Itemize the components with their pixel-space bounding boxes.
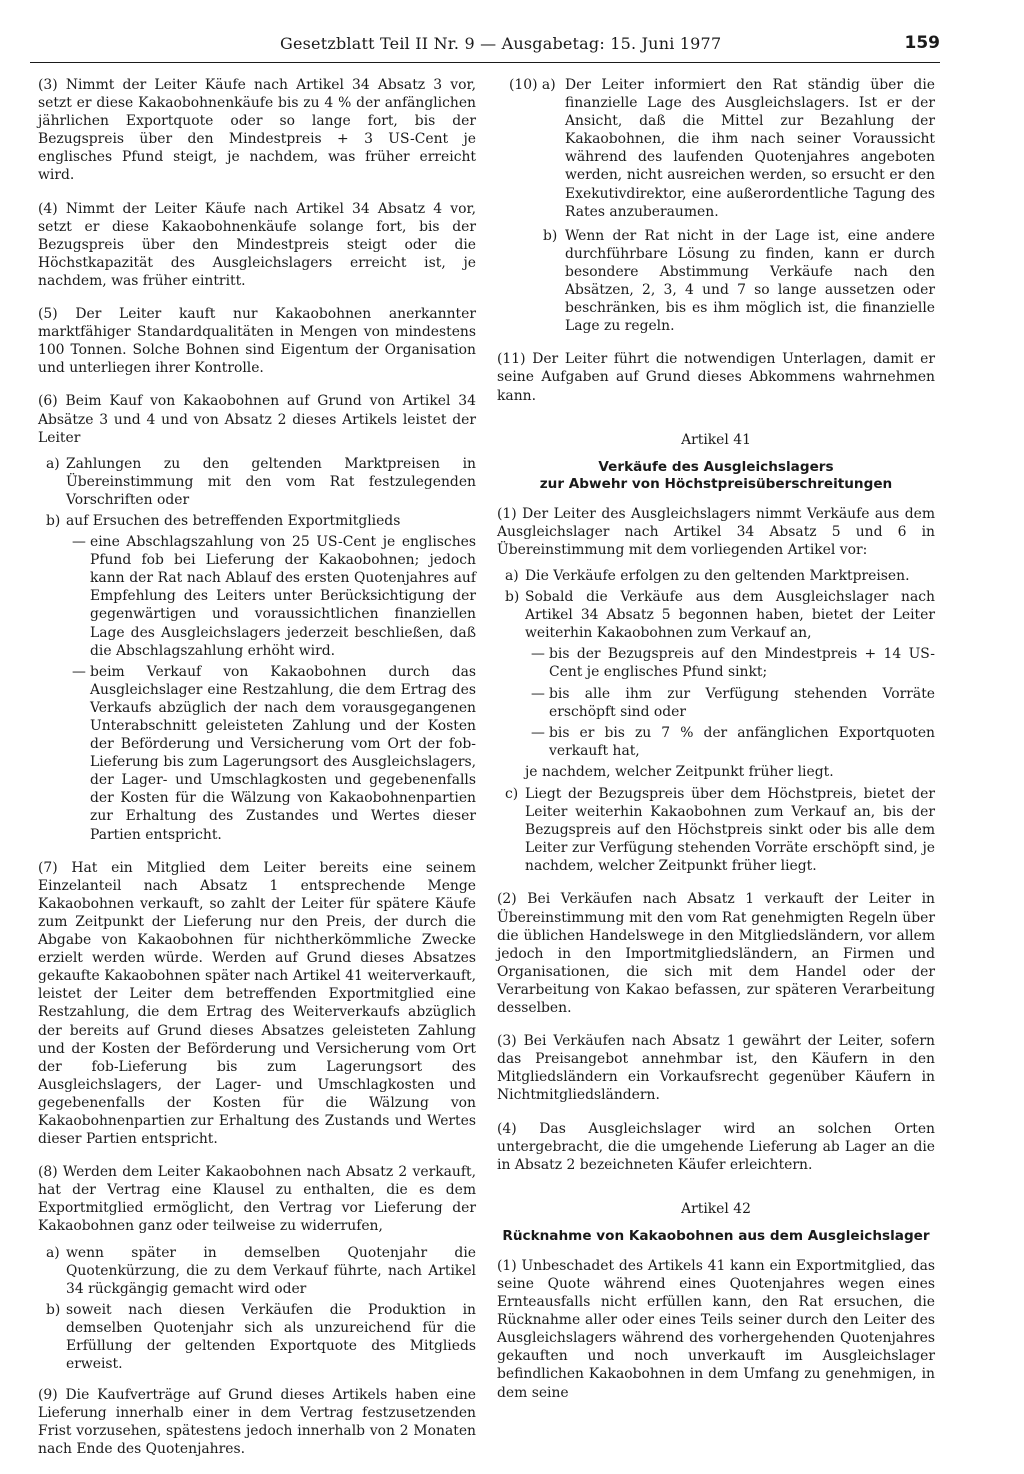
dash-text: bis er bis zu 7 % der anfänglichen Exportquoten verkauft hat, xyxy=(549,724,935,759)
dash-symbol: — xyxy=(531,646,545,663)
list-text: Zahlungen zu den geltenden Marktpreisen in Übereinstimmung mit den vom Rat festzulegenden Vorschriften oder xyxy=(66,455,476,508)
dash-item xyxy=(38,533,476,660)
list-label: b) xyxy=(46,512,61,529)
list-label: a) xyxy=(46,1244,60,1261)
article-41-title-line-2: zur Abwehr von Höchstpreisüberschreitungen xyxy=(539,475,893,492)
list-label: c) xyxy=(505,786,519,802)
dash-item xyxy=(38,663,476,844)
list-label: (10) a) xyxy=(509,77,556,93)
left-column xyxy=(38,76,476,1474)
article-42-paragraph-1: (1) Unbeschadet des Artikels 41 kann ein Exportmitglied, das seine Quote während eines Quotenjahres wegen eines Ernteausfalls nicht erfüllen kann, den Rat ersuchen, die Rücknahme aller oder eines Teils seiner durch den Leiter des Ausgleichslagers während des vorhergehenden Quotenjahres gekauften und noch unverkauft im Ausgleichslager befindlichen Kakaobohnen in dem Umfang zu genehmigen, in dem seine xyxy=(497,1257,935,1401)
article-42-title: Rücknahme von Kakaobohnen aus dem Ausgleichslager xyxy=(502,1227,930,1244)
dash-item xyxy=(497,724,935,760)
paragraph-3: (3) Nimmt der Leiter Käufe nach Artikel 34 Absatz 3 vor, setzt er diese Kakaobohnenkäufe bis zu 4 % der anfänglichen jährlichen Exportquote oder so lange fort, bis der Bezugspreis über den Mindestpreis + 3 US-Cent je englisches Pfund steigt, je nachdem, was früher erreicht wird. xyxy=(38,77,476,184)
header-rule xyxy=(30,62,940,63)
list-item xyxy=(38,512,476,530)
list-item xyxy=(497,785,935,875)
dash-symbol: — xyxy=(72,663,86,680)
dash-text: beim Verkauf von Kakaobohnen durch das Ausgleichslager eine Restzahlung, die dem Ertrag des Verkaufs abzüglich der nach dem vorausgegangenen Unterabschnitt geleisteten Zahlung und der Kosten der Beförderung und Versicherung vom Ort der fob-Lieferung bis zum Lagerungsort des Ausgleichslagers, der Lager- und Umschlagkosten und gegebenenfalls der Kosten für die Wälzung von Kakaobohnenpartien zur Erhaltung des Zustandes und Wertes dieser Partien entspricht. xyxy=(90,663,476,843)
list-label: a) xyxy=(505,567,519,584)
header-title: Gesetzblatt Teil II Nr. 9 — Ausgabetag: 15. Juni 1977 xyxy=(280,34,722,53)
article-41-paragraph-1: (1) Der Leiter des Ausgleichslagers nimmt Verkäufe aus dem Ausgleichslager nach Artikel 34 Absatz 5 und 6 in Übereinstimmung mit dem vorliegenden Artikel vor: xyxy=(497,505,935,558)
list-continuation: je nachdem, welcher Zeitpunkt früher liegt. xyxy=(525,763,834,780)
list-item xyxy=(497,588,935,642)
list-item xyxy=(497,76,935,221)
page-header xyxy=(280,34,940,60)
list-text: wenn später in demselben Quotenjahr die Quotenkürzung, die zu dem Verkauf führte, nach Artikel 34 rückgängig gemacht wird oder xyxy=(66,1244,476,1297)
right-column xyxy=(497,76,935,1417)
list-text: auf Ersuchen des betreffenden Exportmitglieds xyxy=(66,512,401,529)
list-label: b) xyxy=(46,1301,61,1318)
list-text: Der Leiter informiert den Rat ständig über die finanzielle Lage des Ausgleichslagers. Ist er der Ansicht, daß die Mittel zur Bezahlung der Kakaobohnen, die ihm nach seiner Voraussicht während des laufenden Quotenjahres angeboten werden, nicht ausreichen werden, so ersucht er den Exekutivdirektor, eine außerordentliche Tagung des Rates anzuberaumen. xyxy=(565,77,935,220)
article-41-paragraph-2: (2) Bei Verkäufen nach Absatz 1 verkauft der Leiter in Übereinstimmung mit den vom Rat genehmigten Regeln über die üblichen Handelswege in den Mitgliedsländern, vor allem jedoch in den Importmitgliedsländern, an Firmen und Organisationen, die sich mit dem Handel oder der Verarbeitung von Kakao befassen, zur späteren Verarbeitung desselben. xyxy=(497,891,935,1017)
page-number: 159 xyxy=(904,33,940,53)
paragraph-6: (6) Beim Kauf von Kakaobohnen auf Grund von Artikel 34 Absätze 3 und 4 und von Absatz 2 dieses Artikels leistet der Leiter xyxy=(38,393,476,446)
paragraph-11: (11) Der Leiter führt die notwendigen Unterlagen, damit er seine Aufgaben auf Grund dieses Abkommens wahrnehmen kann. xyxy=(497,351,935,404)
list-item xyxy=(497,567,935,585)
dash-text: bis der Bezugspreis auf den Mindestpreis + 14 US-Cent je englisches Pfund sinkt; xyxy=(549,646,935,681)
dash-text: eine Abschlagszahlung von 25 US-Cent je englisches Pfund fob bei Lieferung der Kakaobohnen; jedoch kann der Rat nach Ablauf des ersten Quotenjahres auf Empfehlung des Leiters unter Berücksichtigung der gegenwärtigen und voraussichtlichen finanziellen Lage des Ausgleichslagers jederzeit beschließen, daß die Abschlagszahlung erhöht wird. xyxy=(90,534,476,659)
article-42-number: Artikel 42 xyxy=(681,1200,751,1217)
list-item xyxy=(497,227,935,336)
dash-symbol: — xyxy=(531,685,545,702)
dash-item xyxy=(497,645,935,681)
paragraph-4: (4) Nimmt der Leiter Käufe nach Artikel 34 Absatz 4 vor, setzt er diese Kakaobohnenkäufe solange fort, bis der Bezugspreis über den Mindestpreis steigt oder die Höchstkapazität des Ausgleichslagers erreicht ist, je nachdem, was früher eintritt. xyxy=(38,200,476,289)
paragraph-9: (9) Die Kaufverträge auf Grund dieses Artikels haben eine Lieferung innerhalb einer in dem Vertrag festzusetzenden Frist vorzusehen, spätestens jedoch innerhalb von 2 Monaten nach Ende des Quotenjahres. xyxy=(38,1387,476,1458)
dash-item xyxy=(497,685,935,721)
list-text: Wenn der Rat nicht in der Lage ist, eine andere durchführbare Lösung zu finden, kann er durch besondere Abstimmung Verkäufe nach den Absätzen, 2, 3, 4 und 7 so lange aussetzen oder beschränken, bis es ihm möglich ist, die finanzielle Lage zu regeln. xyxy=(565,227,935,335)
list-text: Liegt der Bezugspreis über dem Höchstpreis, bietet der Leiter weiterhin Kakaobohnen zum Verkauf an, bis der Bezugspreis auf den Höchstpreis sinkt oder bis alle dem Leiter zur Verfügung stehenden Vorräte erschöpft sind, je nachdem, welcher Zeitpunkt früher liegt. xyxy=(525,786,935,875)
list-item xyxy=(38,455,476,509)
list-text: soweit nach diesen Verkäufen die Produktion in demselben Quotenjahr sich als unzureichend für die Erfüllung der geltenden Exportquote des Mitglieds erweist. xyxy=(66,1301,476,1373)
article-41-paragraph-4: (4) Das Ausgleichslager wird an solchen Orten untergebracht, die die umgehende Lieferung ab Lager an die in Absatz 2 bezeichneten Käufer erleichtern. xyxy=(497,1120,935,1173)
paragraph-5: (5) Der Leiter kauft nur Kakaobohnen anerkannter marktfähiger Standardqualitäten in Mengen von mindestens 100 Tonnen. Solche Bohnen sind Eigentum der Organisation und unterliegen ihrer Kontrolle. xyxy=(38,306,476,377)
dash-symbol: — xyxy=(72,534,86,551)
list-item xyxy=(38,1301,476,1373)
list-item xyxy=(38,1244,476,1298)
article-41-title xyxy=(497,459,935,493)
list-text: Die Verkäufe erfolgen zu den geltenden Marktpreisen. xyxy=(525,567,910,584)
paragraph-8: (8) Werden dem Leiter Kakaobohnen nach Absatz 2 verkauft, hat der Vertrag eine Klausel zu enthalten, die es dem Exportmitglied ermöglicht, den Vertrag vor Lieferung der Kakaobohnen ganz oder teilweise zu widerrufen, xyxy=(38,1164,476,1235)
list-label: a) xyxy=(46,455,60,472)
dash-text: bis alle ihm zur Verfügung stehenden Vorräte erschöpft sind oder xyxy=(549,685,935,720)
article-41-number: Artikel 41 xyxy=(681,431,751,448)
list-text: Sobald die Verkäufe aus dem Ausgleichslager nach Artikel 34 Absatz 5 begonnen haben, bietet der Leiter weiterhin Kakaobohnen zum Verkauf an, xyxy=(525,589,935,642)
dash-symbol: — xyxy=(531,724,545,741)
list-label: b) xyxy=(543,227,558,244)
list-label: b) xyxy=(505,589,520,606)
article-41-paragraph-3: (3) Bei Verkäufen nach Absatz 1 gewährt der Leiter, sofern das Preisangebot annehmbar ist, den Käufern in den Mitgliedsländern ein Vorkaufsrecht gegenüber Käufern in Nichtmitgliedsländern. xyxy=(497,1033,935,1104)
article-41-title-line-1: Verkäufe des Ausgleichslagers xyxy=(598,458,834,475)
paragraph-7: (7) Hat ein Mitglied dem Leiter bereits eine seinem Einzelanteil nach Absatz 1 entsprechende Menge Kakaobohnen verkauft, so zahlt der Leiter für spätere Käufe zum Zeitpunkt der Lieferung nur den Preis, der durch die Abgabe von Kakaobohnen für nichtherkömmliche Zwecke erzielt werden würde. Werden auf Grund dieses Absatzes gekaufte Kakaobohnen später nach Artikel 41 weiterverkauft, leistet der Leiter dem betreffenden Exportmitglied eine Restzahlung, die dem Ertrag des Weiterverkaufs abzüglich der bereits auf Grund dieses Absatzes geleisteten Zahlung und der Kosten der Beförderung und Versicherung vom Ort der fob-Lieferung bis zum Lagerungsort des Ausgleichslagers, der Lager- und Umschlagkosten und gegebenenfalls der Kosten für die Wälzung von Kakaobohnenpartien zur Erhaltung des Zustands und Wertes dieser Partien entspricht. xyxy=(38,859,476,1148)
